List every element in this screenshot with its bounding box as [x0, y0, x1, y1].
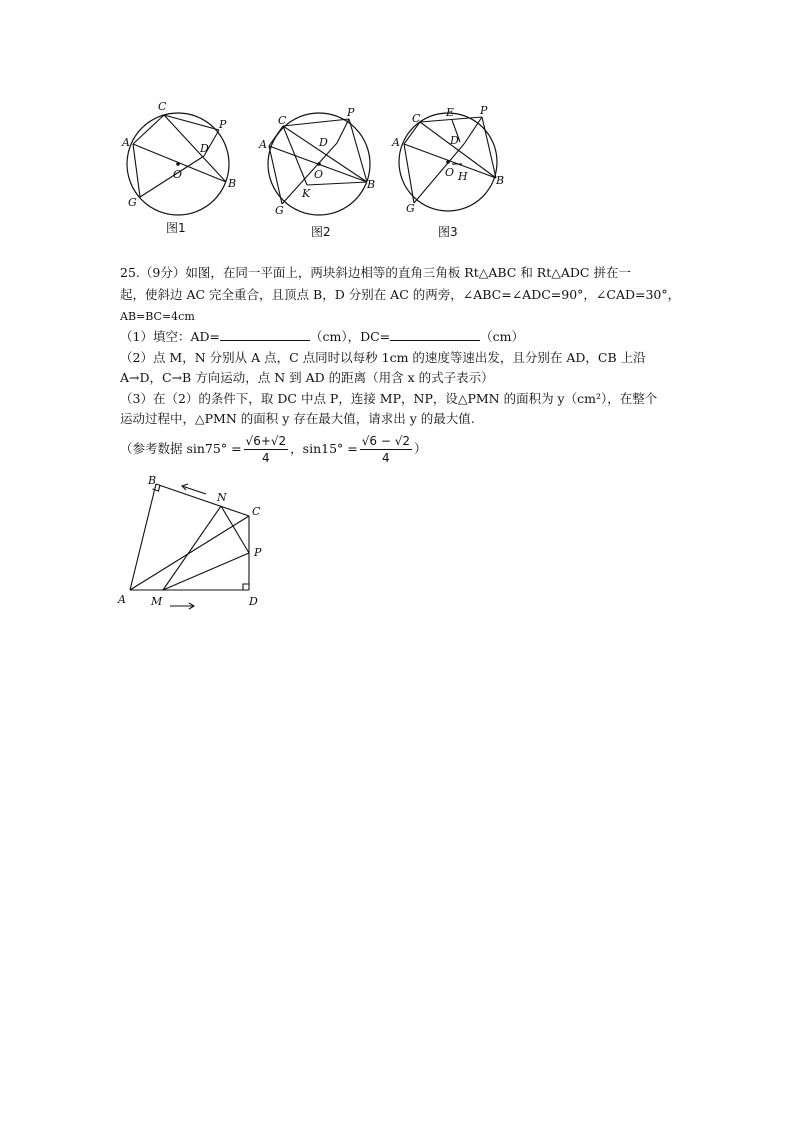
q1-prefix: （1）填空：AD= — [120, 329, 220, 344]
ref-suffix: ） — [414, 441, 427, 456]
label-E: E — [446, 106, 455, 119]
label-G: G — [128, 196, 137, 209]
label-B: B — [367, 178, 376, 191]
label-A: A — [118, 593, 126, 606]
label-G: G — [275, 204, 284, 217]
question-2-line-2: A→D，C→B 方向运动，点 N 到 AD 的距离（用含 x 的式子表示） — [120, 370, 494, 385]
label-B: B — [228, 177, 237, 190]
label-D: D — [200, 142, 209, 155]
label-H: H — [458, 170, 468, 183]
label-D: D — [450, 134, 459, 147]
label-A: A — [259, 138, 267, 151]
label-K: K — [302, 187, 311, 200]
answer-blank-ad[interactable] — [220, 328, 310, 341]
label-P: P — [480, 104, 488, 117]
label-D: D — [319, 136, 328, 149]
label-D: D — [249, 595, 258, 608]
label-N: N — [217, 491, 227, 504]
question-1 — [120, 328, 524, 346]
problem-line-2: 起，使斜边 AC 完全重合，且顶点 B，D 分别在 AC 的两旁，∠ABC=∠ADC=90°，∠CAD=30°， — [120, 287, 681, 302]
figure-1 — [118, 96, 243, 216]
caption-figure-1: 图1 — [166, 221, 186, 235]
figure-2 — [257, 100, 382, 218]
label-M: M — [151, 595, 163, 608]
label-B: B — [148, 474, 157, 487]
label-O: O — [445, 166, 455, 179]
ref-prefix: （参考数据 sin75° = — [120, 441, 242, 456]
numerator: √6 − √2 — [361, 434, 410, 448]
numerator: √6+√2 — [245, 434, 287, 448]
figure-4 — [116, 470, 276, 615]
ref-mid: ，sin15° = — [290, 441, 358, 456]
q1-mid: （cm），DC= — [309, 329, 391, 344]
label-P: P — [347, 106, 355, 119]
answer-blank-dc[interactable] — [390, 328, 480, 341]
label-P: P — [254, 546, 262, 559]
label-A: A — [122, 136, 130, 149]
denominator: 4 — [382, 451, 390, 465]
label-C: C — [412, 112, 421, 125]
label-C: C — [158, 100, 167, 113]
caption-figure-3: 图3 — [438, 225, 458, 239]
denominator: 4 — [262, 451, 270, 465]
reference-data — [120, 432, 427, 466]
question-2-line-1: （2）点 M，N 分别从 A 点，C 点同时以每秒 1cm 的速度等速出发，且分别在 AD，CB 上沿 — [120, 350, 646, 365]
label-A: A — [392, 136, 400, 149]
q1-suffix: （cm） — [480, 329, 525, 344]
label-C: C — [252, 505, 261, 518]
fraction-sin15 — [360, 433, 412, 466]
label-C: C — [278, 114, 287, 127]
problem-line-3: AB=BC=4cm — [120, 310, 195, 323]
question-3-line-1: （3）在（2）的条件下，取 DC 中点 P，连接 MP，NP，设△PMN 的面积为 y（cm²），在整个 — [120, 391, 658, 406]
label-G: G — [406, 202, 415, 215]
label-B: B — [496, 174, 505, 187]
label-O: O — [173, 168, 183, 181]
question-3-line-2: 运动过程中，△PMN 的面积 y 存在最大值，请求出 y 的最大值. — [120, 411, 475, 426]
label-P: P — [219, 118, 227, 131]
caption-figure-2: 图2 — [311, 225, 331, 239]
label-O: O — [314, 168, 324, 181]
fraction-sin75 — [244, 433, 289, 466]
figure-3 — [390, 100, 515, 218]
problem-line-1: 25.（9分）如图，在同一平面上，两块斜边相等的直角三角板 Rt△ABC 和 Rt△ADC 拼在一 — [120, 265, 631, 280]
